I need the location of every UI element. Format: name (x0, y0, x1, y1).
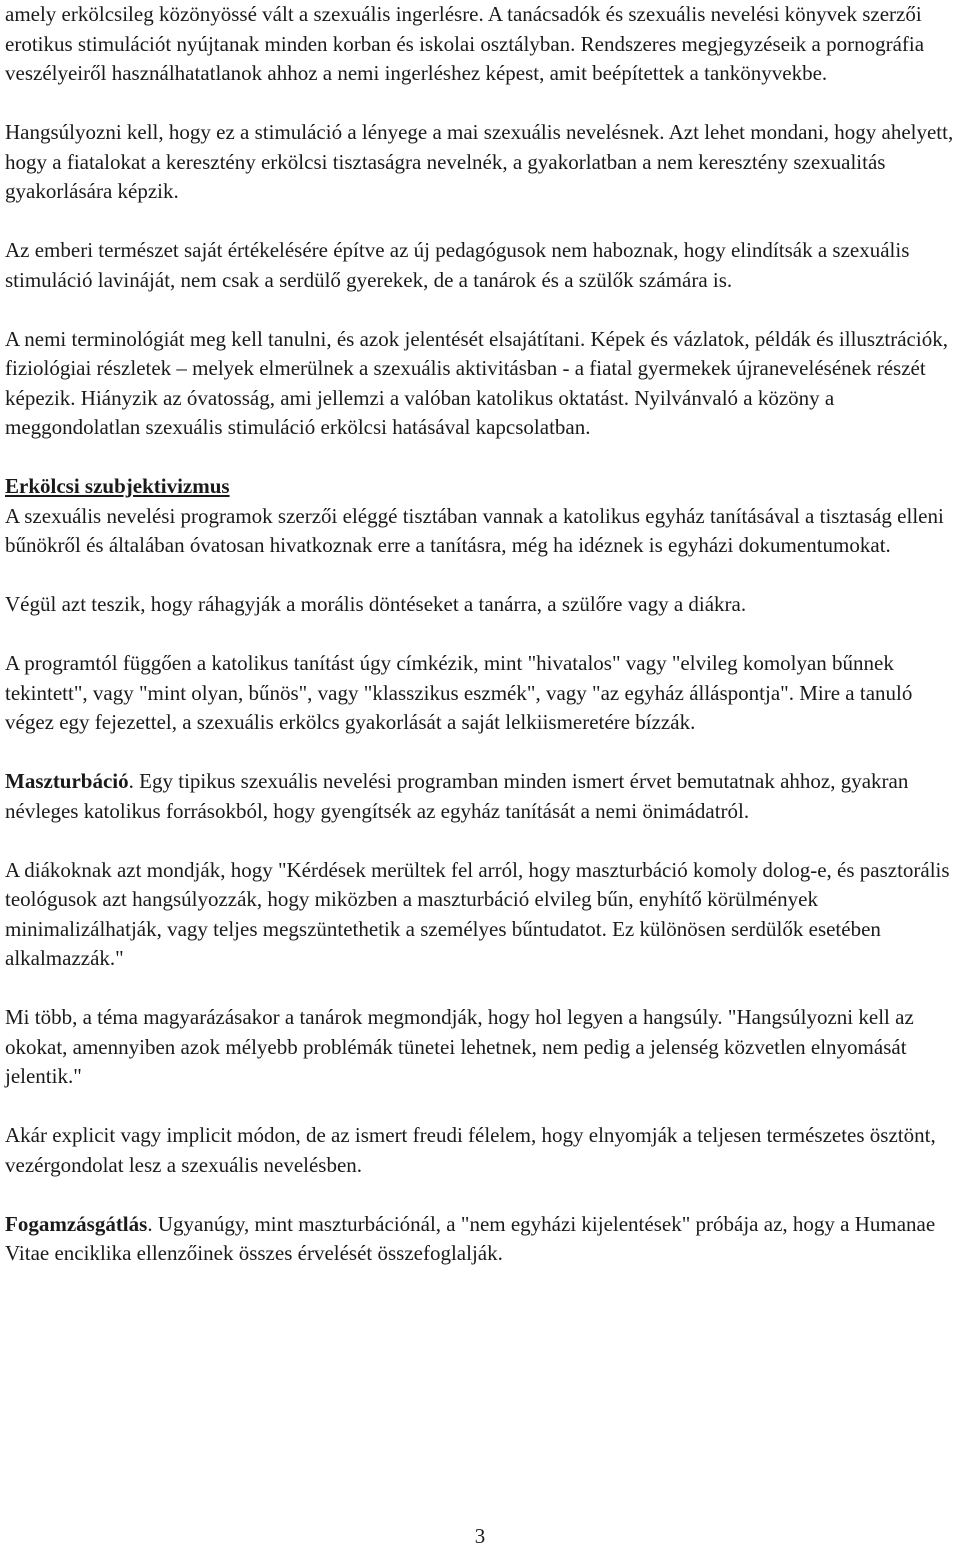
paragraph-11: Akár explicit vagy implicit módon, de az ismert freudi félelem, hogy elnyomják a teljesen természetes ösztönt, vezérgondolat lesz a szexuális nevelésben. (5, 1123, 936, 1177)
paragraph-1: amely erkölcsileg közönyössé vált a szexuális ingerlésre. A tanácsadók és szexuális nevelési könyvek szerzői erotikus stimulációt nyújtanak minden korban és iskolai osztályban. Rendszeres megjegyzéseik a pornográfia veszélyeiről használhatatlanok ahhoz a nemi ingerléshez képest, amit beépítettek a tankönyvekbe. (5, 2, 925, 85)
paragraph-12 (5, 1210, 955, 1269)
lead-term-fogamzasgatlas: Fogamzásgátlás (5, 1211, 148, 1236)
paragraph-8-text: . Egy tipikus szexuális nevelési programban minden ismert érvet bemutatnak ahhoz, gyakran névleges katolikus forrásokból, hogy gyengítsék az egyház tanítását a nemi önimádatról. (5, 769, 909, 823)
paragraph-8 (5, 767, 955, 826)
paragraph-9: A diákoknak azt mondják, hogy "Kérdések merültek fel arról, hogy maszturbáció komoly dolog-e, és pasztorális teológusok azt hangsúlyozzák, hogy miközben a maszturbáció elvileg bűn, enyhítő körülmények minimalizálhatják, vagy teljes megszüntethetik a személyes bűntudatot. Ez különösen serdülők esetében alkalmazzák." (5, 857, 950, 970)
paragraph-7: A programtól függően a katolikus tanítást úgy címkézik, mint "hivatalos" vagy "elvileg komolyan bűnnek tekintett", vagy "mint olyan, bűnös", vagy "klasszikus eszmék", vagy "az egyház álláspontja". Mire a tanuló végez egy fejezettel, a szexuális erkölcs gyakorlását a saját lelkiismeretére bízzák. (5, 651, 913, 734)
paragraph-3: Az emberi természet saját értékelésére építve az új pedagógusok nem haboznak, hogy elindítsák a szexuális stimuláció lavináját, nem csak a serdülő gyerekek, de a tanárok és a szülők számára is. (5, 238, 910, 292)
lead-term-maszturbacio: Maszturbáció (5, 769, 129, 793)
paragraph-2: Hangsúlyozni kell, hogy ez a stimuláció a lényege a mai szexuális nevelésnek. Azt lehet mondani, hogy ahelyett, hogy a fiatalokat a keresztény erkölcsi tisztaságra nevelnék, a gyakorlatban a nem keresztény szexualitás gyakorlására képzik. (5, 120, 954, 203)
document-page (5, 0, 955, 1298)
paragraph-5: A szexuális nevelési programok szerzői eléggé tisztában vannak a katolikus egyház tanításával a tisztaság elleni bűnökről és általában óvatosan hivatkoznak erre a tanításra, még ha idéznek is egyházi dokumentumokat. (5, 503, 944, 557)
page-number: 3 (474, 1524, 486, 1548)
paragraph-6: Végül azt teszik, hogy ráhagyják a morális döntéseket a tanárra, a szülőre vagy a diákra. (5, 592, 747, 616)
section-heading-erkolcsi-szubjektivizmus: Erkölcsi szubjektivizmus (5, 474, 230, 498)
paragraph-10: Mi több, a téma magyarázásakor a tanárok megmondják, hogy hol legyen a hangsúly. "Hangsúlyozni kell az okokat, amennyiben azok mélyebb problémák tünetei lehetnek, nem pedig a jelenség közvetlen elnyomását jelentik." (5, 1005, 914, 1088)
paragraph-12-text: . Ugyanúgy, mint maszturbációnál, a "nem egyházi kijelentések" próbája az, hogy a Humanae Vitae enciklika ellenzőinek összes érvelését összefoglalják. (5, 1211, 936, 1265)
paragraph-4: A nemi terminológiát meg kell tanulni, és azok jelentését elsajátítani. Képek és vázlatok, példák és illusztrációk, fiziológiai részletek – melyek elmerülnek a szexuális aktivitásban - a fiatal gyermekek újranevelésének részét képezik. Hiányzik az óvatosság, ami jellemzi a valóban katolikus oktatást. Nyilvánvaló a közöny a meggondolatlan szexuális stimuláció erkölcsi hatásával kapcsolatban. (5, 326, 948, 439)
